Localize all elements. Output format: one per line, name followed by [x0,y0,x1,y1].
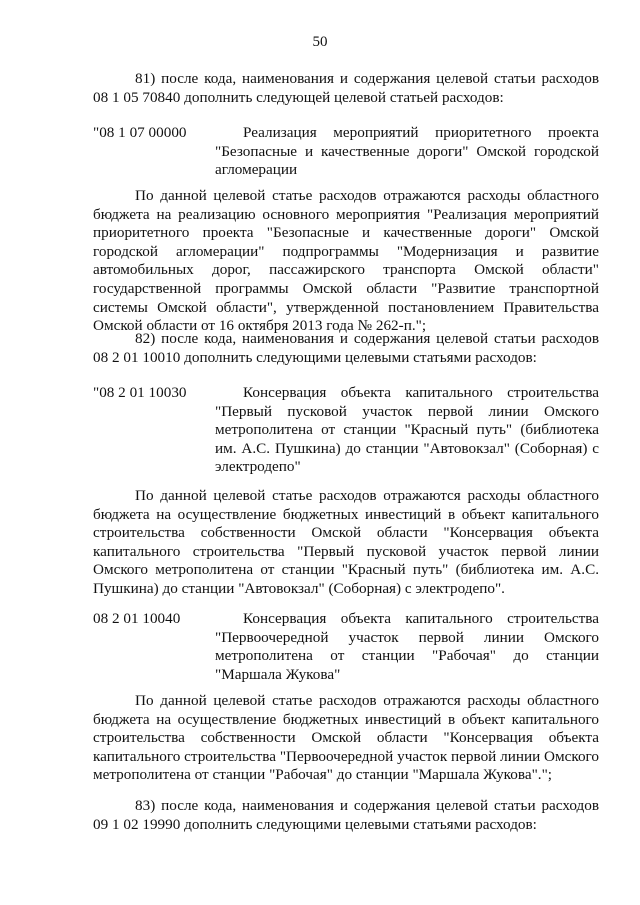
entry-code-08-1-07: "08 1 07 00000 [93,124,187,141]
entry-name-08-2-01-10040: Консервация объекта капитального строительства "Первоочередной участок первой линии Омского метрополитена от станции "Рабочая" до станции "Маршала Жукова" [215,610,599,683]
paragraph-83: 83) после кода, наименования и содержания целевой статьи расходов 09 1 02 19990 дополнить следующими целевыми статьями расходов: [93,797,599,833]
entry-name-08-2-01-10030: Консервация объекта капитального строительства "Первый пусковой участок первой линии Омского метрополитена от станции "Красный путь" (библиотека им. А.С. Пушкина) до станции "Автовокзал" (Соборная) с электродепо" [215,384,599,476]
entry-name-08-1-07: Реализация мероприятий приоритетного проекта "Безопасные и качественные дороги" Омской городской агломерации [215,124,599,179]
description-08-2-01-10030: По данной целевой статье расходов отражаются расходы областного бюджета на осуществление бюджетных инвестиций в объект капитального строительства собственности Омской области "Консервация объекта капитального строительства "Первый пусковой участок первой линии Омского метрополитена от станции "Красный путь" (библиотека им. А.С. Пушкина) до станции "Автовокзал" (Соборная) с электродепо". [93,487,599,597]
description-08-2-01-10040: По данной целевой статье расходов отражаются расходы областного бюджета на осуществление бюджетных инвестиций в объект капитального строительства собственности Омской области "Консервация объекта капитального строительства "Первоочередной участок первой линии Омского метрополитена от станции "Рабочая" до станции "Маршала Жукова"."; [93,692,599,784]
paragraph-82: 82) после кода, наименования и содержания целевой статьи расходов 08 2 01 10010 дополнить следующими целевыми статьями расходов: [93,330,599,366]
page-number: 50 [312,34,328,50]
entry-code-08-2-01-10040: 08 2 01 10040 [93,610,181,627]
paragraph-81: 81) после кода, наименования и содержания целевой статьи расходов 08 1 05 70840 дополнить следующей целевой статьей расходов: [93,70,599,106]
entry-code-08-2-01-10030: "08 2 01 10030 [93,384,187,401]
description-08-1-07: По данной целевой статье расходов отражаются расходы областного бюджета на реализацию основного мероприятия "Реализация мероприятий приоритетного проекта "Безопасные и качественные дороги" Омской городской агломерации" подпрограммы "Модернизация и развитие автомобильных дорог, пассажирского транспорта Омской области" государственной программы Омской области "Развитие транспортной системы Омской области", утвержденной постановлением Правительства Омской области от 16 октября 2013 года № 262-п."; [93,187,599,335]
